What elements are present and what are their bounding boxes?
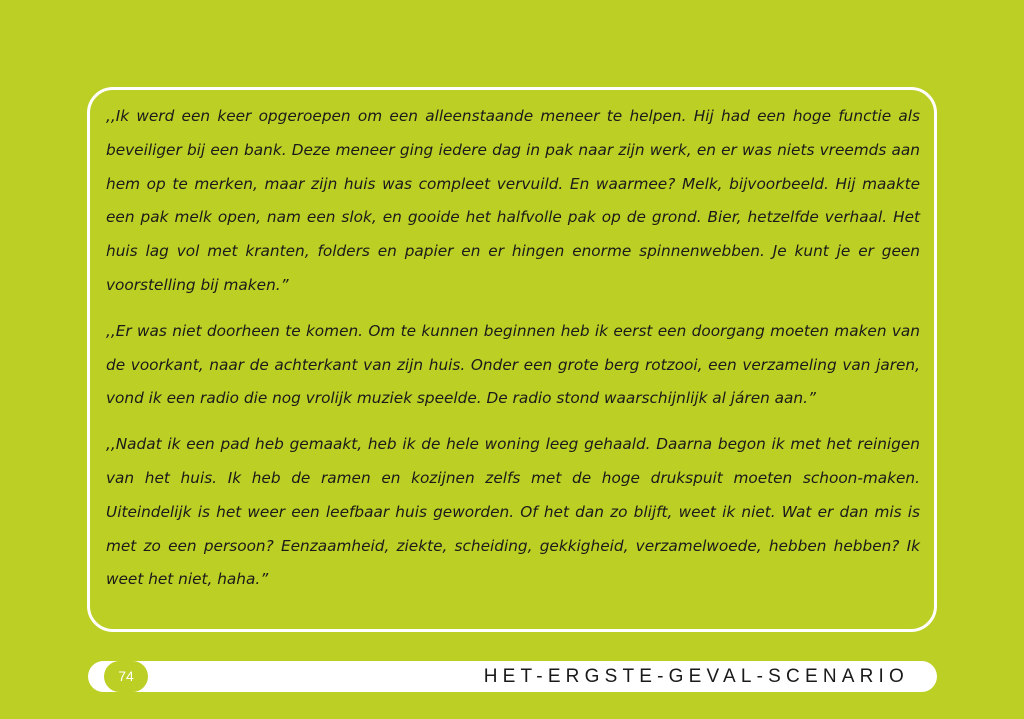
chapter-title: HET-ERGSTE-GEVAL-SCENARIO	[483, 666, 909, 687]
quote-box	[87, 87, 937, 632]
quote-paragraph-2: ,,Er was niet doorheen te komen. Om te kunnen beginnen heb ik eerst een doorgang moeten maken van de voorkant, naar de achterkant van zijn huis. Onder een grote berg rotzooi, een verzameling van jaren, vond ik een radio die nog vrolijk muziek speelde. De radio stond waarschijnlijk al járen aan.”	[106, 321, 920, 408]
quote-paragraph-3: ,,Nadat ik een pad heb gemaakt, heb ik de hele woning leeg gehaald. Daarna begon ik met het reinigen van het huis. Ik heb de ramen en kozijnen zelfs met de hoge drukspuit moeten schoon-maken. Uiteindelijk is het weer een leefbaar huis geworden. Of het dan zo blijft, weet ik niet. Wat er dan mis is met zo een persoon? Eenzaamheid, ziekte, scheiding, gekkigheid, verzamelwoede, hebben hebben? Ik weet het niet, haha.”	[106, 435, 920, 589]
page-number: 74	[104, 661, 148, 692]
quote-paragraph-1: ,,Ik werd een keer opgeroepen om een alleenstaande meneer te helpen. Hij had een hoge functie als beveiliger bij een bank. Deze meneer ging iedere dag in pak naar zijn werk, en er was niets vreemds aan hem op te merken, maar zijn huis was compleet vervuild. En waarmee? Melk, bijvoorbeeld. Hij maakte een pak melk open, nam een slok, en gooide het halfvolle pak op de grond. Bier, hetzelfde verhaal. Het huis lag vol met kranten, folders en papier en er hingen enorme spinnenwebben. Je kunt je er geen voorstelling bij maken.”	[106, 107, 920, 294]
